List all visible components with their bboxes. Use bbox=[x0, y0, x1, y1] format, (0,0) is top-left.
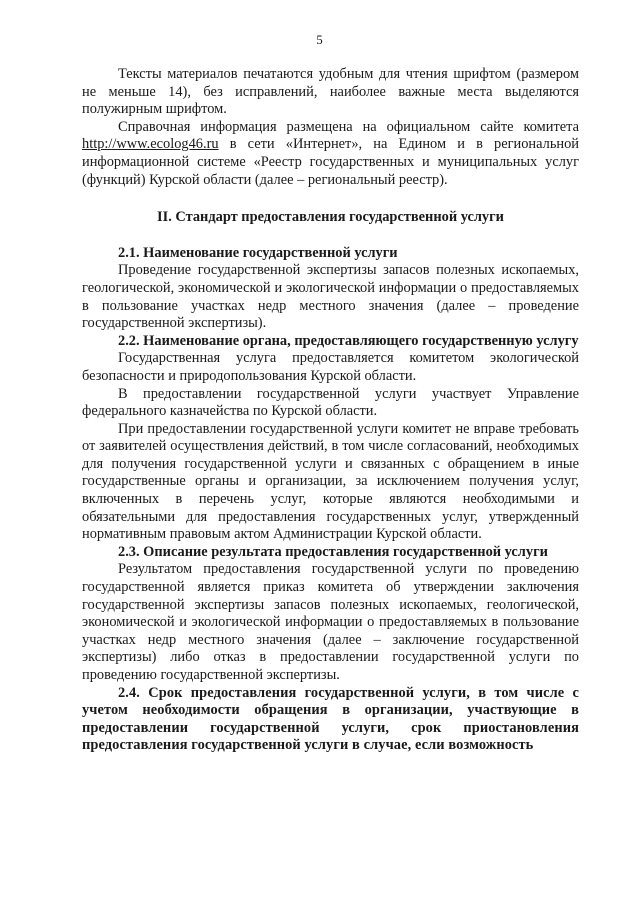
intro-paragraph-2 bbox=[82, 119, 579, 189]
section-2-3-heading: 2.3. Описание результата предоставления государственной услуги bbox=[118, 543, 548, 560]
section-2-2-paragraph-2: В предоставлении государственной услуги участвует Управление федерального казначейства по Курской области. bbox=[82, 385, 579, 420]
section-2-1-heading: 2.1. Наименование государственной услуги bbox=[118, 244, 398, 261]
document-body bbox=[82, 66, 579, 755]
section-2-1-paragraph: Проведение государственной экспертизы запасов полезных ископаемых, геологической, экономической и экологической информации о предоставляемых в пользование участках недр местного значения (далее – проведение государственной экспертизы). bbox=[82, 262, 579, 332]
section-2-2-heading: 2.2. Наименование органа, предоставляющего государственную услугу bbox=[118, 332, 579, 349]
intro-text-after-link: в сети «Интернет», на Едином и в региональной информационной системе «Реестр государственных и муниципальных услуг (функций) Курской области (далее – региональный реестр). bbox=[82, 136, 579, 188]
page-number: 5 bbox=[316, 32, 323, 47]
section-2-4-heading: 2.4. Срок предоставления государственной услуги, в том числе с учетом необходимости обращения в организации, участвующие в предоставлении государственной услуги, срок приостановления предоставления государственной услуги в случае, если возможность bbox=[82, 684, 579, 754]
section-2-2-paragraph-1: Государственная услуга предоставляется комитетом экологической безопасности и природопользования Курской области. bbox=[82, 350, 579, 384]
website-link[interactable]: http://www.ecolog46.ru bbox=[82, 136, 219, 153]
section-2-2-paragraph-3: При предоставлении государственной услуги комитет не вправе требовать от заявителей осуществления действий, в том числе согласований, необходимых для получения государственной услуги и связанных с обращением в иные государственные органы и организации, за исключением получения услуг, включенных в перечень услуг, которые являются необходимыми и обязательными для предоставления государственных услуг, утвержденный нормативным правовым актом Администрации Курской области. bbox=[82, 420, 579, 543]
section-2-title: II. Стандарт предоставления государственной услуги bbox=[157, 209, 504, 226]
intro-paragraph-1: Тексты материалов печатаются удобным для чтения шрифтом (размером не меньше 14), без исправлений, наиболее важные места выделяются полужирным шрифтом. bbox=[82, 66, 579, 118]
section-2-3-paragraph: Результатом предоставления государственной услуги по проведению государственной является приказ комитета об утверждении заключения государственной экспертизы запасов полезных ископаемых, геологической, экономической и экологической информации о предоставляемых в пользование участках недр местного значения (далее – заключение государственной экспертизы) либо отказ в предоставлении государственной услуги по проведению государственной экспертизы. bbox=[82, 561, 579, 683]
intro-text-before-link: Справочная информация размещена на официальном сайте комитета bbox=[118, 118, 579, 135]
